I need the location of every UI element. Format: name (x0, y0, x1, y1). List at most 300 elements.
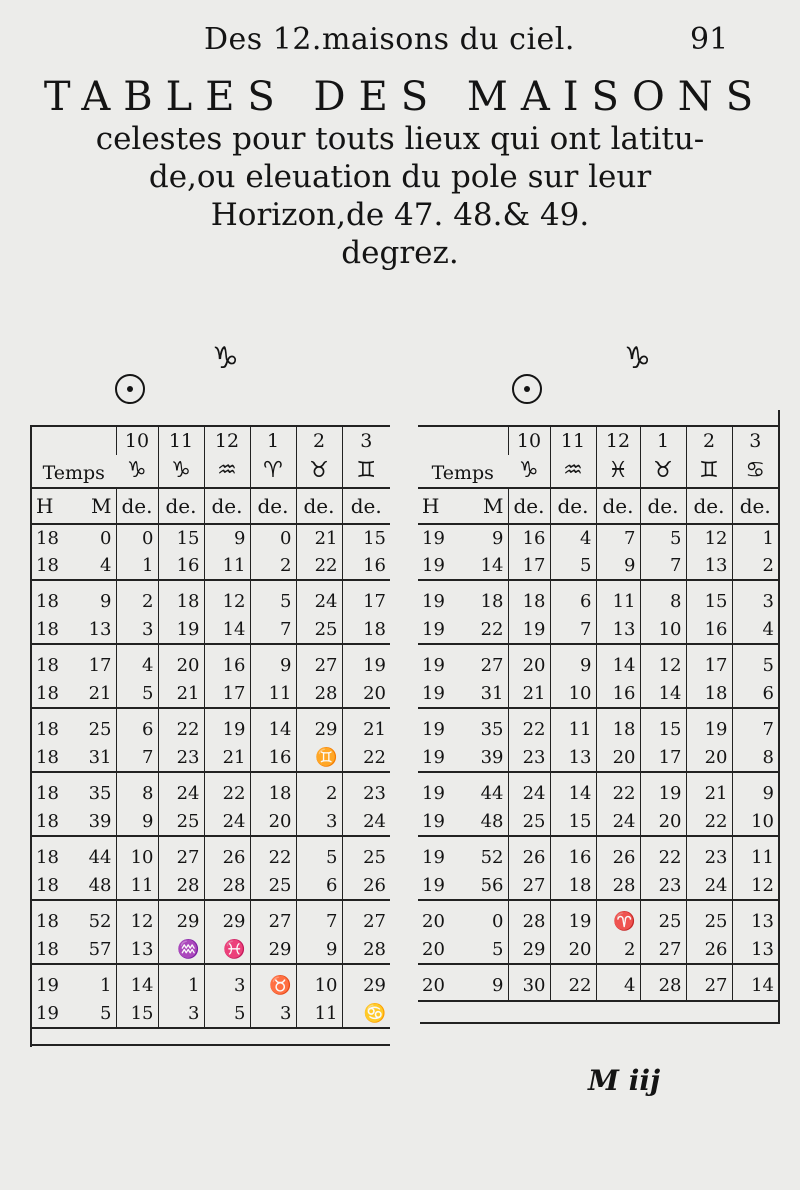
table-cell: 27 (640, 936, 686, 964)
table-cell: 44 (456, 772, 508, 808)
table-cell: 20 (640, 808, 686, 836)
table-cell: 39 (88, 811, 112, 832)
right-table-outer-rule (778, 410, 780, 1022)
table-cell: 13 (686, 552, 732, 580)
table-cell: 10 (640, 616, 686, 644)
table-cell: 48 (88, 875, 112, 896)
table-cell: 29 (204, 900, 250, 936)
table-cell: 12 (732, 872, 778, 900)
table-cell: 28 (596, 872, 640, 900)
table-cell: 22 (596, 772, 640, 808)
house-number: 10 (508, 426, 550, 455)
unit-label: M (456, 488, 508, 524)
table-cell: 3 (204, 964, 250, 1000)
sun-icon (115, 374, 145, 404)
unit-label: H (418, 488, 456, 524)
table-cell: 27 (158, 836, 204, 872)
table-cell: 17 (640, 744, 686, 772)
unit-label: de. (250, 488, 296, 524)
table-cell: 4 (732, 616, 778, 644)
table-cell: 14 (550, 772, 596, 808)
table-cell: 21 (158, 680, 204, 708)
table-cell: 19 (640, 772, 686, 808)
table-cell: 27 (296, 644, 342, 680)
table-cell: 23 (686, 836, 732, 872)
table-cell: 18 (36, 528, 59, 549)
table-cell: 16 (204, 644, 250, 680)
zodiac-sign-icon: ♉ (640, 455, 686, 488)
table-row (32, 836, 390, 872)
subtitle-line-3: Horizon,de 47. 48.& 49. (210, 197, 590, 233)
table-cell: 9 (596, 552, 640, 580)
table-cell: 5 (492, 939, 504, 960)
table-cell: 22 (158, 708, 204, 744)
table-cell: 24 (204, 808, 250, 836)
table-row (32, 964, 390, 1000)
table-row (418, 708, 778, 744)
table-cell: 5 (296, 836, 342, 872)
zodiac-sign-icon: ♈ (250, 455, 296, 488)
table-cell: 18 (32, 836, 70, 872)
unit-label: de. (732, 488, 778, 524)
table-cell: 25 (508, 808, 550, 836)
table-cell: 9 (116, 808, 158, 836)
table-cell: 19 (418, 644, 456, 680)
table-cell: 21 (88, 683, 112, 704)
table-cell: 20 (418, 900, 456, 936)
table-cell: 26 (596, 836, 640, 872)
table-cell: 17 (204, 680, 250, 708)
table-header-houses (32, 426, 390, 455)
table-cell: 52 (456, 836, 508, 872)
table-cell: 3 (732, 580, 778, 616)
capricorn-icon: ♑ (624, 341, 651, 376)
table-cell: 26 (686, 936, 732, 964)
table-cell: 19 (508, 616, 550, 644)
table-cell: 18 (32, 900, 70, 936)
table-cell: 25 (342, 836, 390, 872)
table-cell: ♈ (596, 900, 640, 936)
house-number: 10 (116, 426, 158, 455)
table-cell: 5 (550, 552, 596, 580)
table-cell: 12 (116, 900, 158, 936)
table-cell: 18 (550, 872, 596, 900)
right-table-body (418, 426, 778, 1001)
table-cell: 31 (480, 683, 504, 704)
capricorn-icon: ♑ (212, 341, 239, 376)
table-row (32, 900, 390, 936)
left-table-body (32, 426, 390, 1028)
unit-label: de. (686, 488, 732, 524)
table-cell: 11 (116, 872, 158, 900)
table-cell: 18 (32, 644, 70, 680)
table-cell: 19 (418, 836, 456, 872)
table-cell: 21 (296, 524, 342, 552)
table-row (32, 872, 390, 900)
table-cell: 14 (480, 555, 504, 576)
table-cell: 22 (204, 772, 250, 808)
table-cell: 27 (686, 964, 732, 1001)
zodiac-sign-icon: ♒ (550, 455, 596, 488)
table-cell: 18 (36, 811, 59, 832)
table-cell: 18 (36, 683, 59, 704)
table-cell: 7 (550, 616, 596, 644)
table-cell: 21 (342, 708, 390, 744)
table-cell: 29 (250, 936, 296, 964)
table-cell: 39 (480, 747, 504, 768)
house-number: 12 (596, 426, 640, 455)
table-cell: 13 (596, 616, 640, 644)
table-row (418, 680, 778, 708)
table-cell: 18 (342, 616, 390, 644)
table-row (418, 744, 778, 772)
table-cell: 19 (550, 900, 596, 936)
table-row (32, 616, 390, 644)
title-block (30, 74, 770, 272)
table-cell: 7 (596, 524, 640, 552)
table-cell: 17 (70, 644, 116, 680)
table-cell: 2 (732, 552, 778, 580)
table-cell: 18 (36, 939, 59, 960)
table-cell: 19 (32, 1000, 70, 1028)
table-cell: 21 (204, 744, 250, 772)
table-cell: 12 (204, 580, 250, 616)
table-cell: 16 (158, 552, 204, 580)
table-cell: 14 (250, 708, 296, 744)
table-cell: 3 (250, 1000, 296, 1028)
table-cell: ♉ (250, 964, 296, 1000)
table-cell: 20 (686, 744, 732, 772)
house-number: 2 (686, 426, 732, 455)
table-cell: 10 (732, 808, 778, 836)
unit-label: de. (204, 488, 250, 524)
table-cell: 9 (732, 772, 778, 808)
table-cell: 15 (686, 580, 732, 616)
sun-icon (512, 374, 542, 404)
table-cell: 25 (158, 808, 204, 836)
house-number: 2 (296, 426, 342, 455)
table-cell: 20 (422, 939, 445, 960)
house-number: 11 (550, 426, 596, 455)
table-cell: 15 (158, 524, 204, 552)
table-cell: 28 (640, 964, 686, 1001)
table-cell: 3 (296, 808, 342, 836)
table-cell: 16 (250, 744, 296, 772)
table-cell: 22 (508, 708, 550, 744)
table-row (418, 872, 778, 900)
unit-label: de. (596, 488, 640, 524)
table-cell: ♊ (296, 744, 342, 772)
table-cell: 7 (640, 552, 686, 580)
table-header-houses (418, 426, 778, 455)
table-cell: 18 (36, 875, 59, 896)
table-row (32, 744, 390, 772)
table-cell: 18 (32, 580, 70, 616)
table-cell: 5 (204, 1000, 250, 1028)
table-row (418, 644, 778, 680)
table-cell: 24 (158, 772, 204, 808)
table-cell: 28 (508, 900, 550, 936)
unit-label: de. (640, 488, 686, 524)
zodiac-sign-icon: ♒ (204, 455, 250, 488)
table-cell: 24 (596, 808, 640, 836)
table-cell: 18 (686, 680, 732, 708)
table-cell: 14 (204, 616, 250, 644)
table-cell: 14 (640, 680, 686, 708)
signature-mark: M iij (588, 1064, 661, 1097)
table-cell: 19 (422, 875, 445, 896)
table-cell: 1 (70, 964, 116, 1000)
table-cell: 0 (100, 528, 112, 549)
table-row (418, 808, 778, 836)
table-cell: 23 (342, 772, 390, 808)
table-cell: 26 (508, 836, 550, 872)
table-header-units (32, 488, 390, 524)
table-cell: 16 (686, 616, 732, 644)
table-cell: 19 (418, 772, 456, 808)
table-cell: 29 (342, 964, 390, 1000)
table-cell: 24 (686, 872, 732, 900)
table-cell: 17 (686, 644, 732, 680)
table-cell: 4 (116, 644, 158, 680)
table-cell: 15 (640, 708, 686, 744)
unit-label: de. (296, 488, 342, 524)
zodiac-sign-icon: ♉ (296, 455, 342, 488)
table-row (32, 708, 390, 744)
table-cell: 9 (456, 964, 508, 1001)
table-row (32, 680, 390, 708)
table-cell: 28 (158, 872, 204, 900)
table-cell: 12 (686, 524, 732, 552)
table-cell: 18 (596, 708, 640, 744)
table-cell: 20 (508, 644, 550, 680)
table-cell: 22 (480, 619, 504, 640)
left-houses-table (32, 425, 390, 1029)
subtitle-line-2: de,ou eleuation du pole sur leur (148, 159, 652, 195)
table-cell: 48 (480, 811, 504, 832)
table-row (32, 580, 390, 616)
table-cell: 27 (250, 900, 296, 936)
table-cell: 11 (296, 1000, 342, 1028)
table-cell: 12 (640, 644, 686, 680)
table-cell: ♒ (158, 936, 204, 964)
table-cell: 7 (732, 708, 778, 744)
table-row (418, 900, 778, 936)
zodiac-sign-icon: ♊ (342, 455, 390, 488)
table-cell: 27 (456, 644, 508, 680)
table-cell: 13 (732, 900, 778, 936)
table-cell: 18 (32, 708, 70, 744)
table-cell: 19 (422, 528, 445, 549)
unit-label: de. (550, 488, 596, 524)
table-cell: 11 (732, 836, 778, 872)
subtitle-line-4: degrez. (341, 235, 459, 271)
table-cell: 5 (732, 644, 778, 680)
table-cell: ♓ (204, 936, 250, 964)
table-cell: 18 (36, 555, 59, 576)
table-cell: 4 (550, 524, 596, 552)
table-cell: 7 (116, 744, 158, 772)
table-cell: 16 (508, 524, 550, 552)
table-cell: 11 (550, 708, 596, 744)
zodiac-sign-icon: ♋ (732, 455, 778, 488)
table-row (32, 936, 390, 964)
table-cell: 5 (70, 1000, 116, 1028)
temps-header: Temps (32, 426, 116, 488)
table-cell: 22 (640, 836, 686, 872)
table-cell: 28 (342, 936, 390, 964)
table-cell: 18 (456, 580, 508, 616)
table-row (418, 524, 778, 552)
table-cell: 6 (550, 580, 596, 616)
table-cell: 25 (296, 616, 342, 644)
house-number: 11 (158, 426, 204, 455)
table-cell: 30 (508, 964, 550, 1001)
table-cell: 2 (116, 580, 158, 616)
table-cell: 29 (158, 900, 204, 936)
table-cell: 18 (158, 580, 204, 616)
table-cell: 19 (204, 708, 250, 744)
table-cell: 9 (70, 580, 116, 616)
house-number: 12 (204, 426, 250, 455)
table-cell: 17 (508, 552, 550, 580)
table-cell: 0 (250, 524, 296, 552)
table-cell: 19 (32, 964, 70, 1000)
table-cell: 27 (508, 872, 550, 900)
table-cell: 56 (480, 875, 504, 896)
table-cell: 18 (36, 619, 59, 640)
table-row (32, 1000, 390, 1028)
unit-label: de. (158, 488, 204, 524)
table-cell: 19 (422, 683, 445, 704)
table-cell: 14 (596, 644, 640, 680)
table-cell: 35 (456, 708, 508, 744)
table-cell: 15 (342, 524, 390, 552)
table-cell: 19 (418, 580, 456, 616)
house-number: 3 (732, 426, 778, 455)
table-cell: 4 (596, 964, 640, 1001)
table-cell: 17 (342, 580, 390, 616)
table-cell: 7 (250, 616, 296, 644)
table-cell: 20 (596, 744, 640, 772)
unit-label: M (70, 488, 116, 524)
table-cell: 11 (250, 680, 296, 708)
table-row (32, 644, 390, 680)
table-cell: 22 (686, 808, 732, 836)
table-cell: 18 (508, 580, 550, 616)
table-cell: 9 (296, 936, 342, 964)
unit-label: de. (508, 488, 550, 524)
table-cell: 28 (296, 680, 342, 708)
table-row (418, 836, 778, 872)
table-cell: 13 (88, 619, 112, 640)
table-cell: 5 (250, 580, 296, 616)
table-cell: 2 (250, 552, 296, 580)
temps-header: Temps (418, 426, 508, 488)
table-cell: 19 (418, 708, 456, 744)
table-cell: 25 (640, 900, 686, 936)
table-cell: 2 (596, 936, 640, 964)
table-cell: 0 (456, 900, 508, 936)
table-cell: 21 (508, 680, 550, 708)
table-cell: 4 (100, 555, 112, 576)
table-cell: 23 (508, 744, 550, 772)
table-cell: 44 (70, 836, 116, 872)
table-cell: 52 (70, 900, 116, 936)
zodiac-sign-icon: ♊ (686, 455, 732, 488)
table-cell: 24 (296, 580, 342, 616)
right-houses-table (418, 425, 778, 1002)
table-cell: 16 (596, 680, 640, 708)
table-cell: 29 (296, 708, 342, 744)
zodiac-sign-icon: ♑ (126, 458, 147, 483)
table-row (418, 772, 778, 808)
table-cell: 8 (732, 744, 778, 772)
table-cell: 20 (418, 964, 456, 1001)
table-cell: 28 (204, 872, 250, 900)
table-cell: 20 (550, 936, 596, 964)
table-cell: 29 (508, 936, 550, 964)
table-cell: 1 (158, 964, 204, 1000)
table-cell: 19 (422, 811, 445, 832)
right-table-bottom-rule (420, 1022, 780, 1024)
table-cell: 6 (732, 680, 778, 708)
table-cell: 24 (342, 808, 390, 836)
subtitle-line-1: celestes pour touts lieux qui ont latitu- (95, 121, 705, 157)
table-cell: 10 (550, 680, 596, 708)
unit-label: de. (116, 488, 158, 524)
table-cell: 14 (116, 964, 158, 1000)
table-cell: 10 (116, 836, 158, 872)
table-cell: 15 (116, 1000, 158, 1028)
unit-label: de. (342, 488, 390, 524)
table-cell: 8 (640, 580, 686, 616)
table-cell: 20 (342, 680, 390, 708)
table-cell: 2 (296, 772, 342, 808)
zodiac-sign-icon: ♑ (158, 455, 204, 488)
table-cell: 11 (596, 580, 640, 616)
table-cell: 20 (250, 808, 296, 836)
page-number: 91 (690, 22, 729, 57)
table-cell: 26 (204, 836, 250, 872)
table-cell: 16 (550, 836, 596, 872)
table-cell: 0 (116, 524, 158, 552)
table-cell: 22 (296, 552, 342, 580)
table-row (32, 524, 390, 552)
table-cell: 13 (732, 936, 778, 964)
table-cell: 19 (342, 644, 390, 680)
table-cell: 9 (204, 524, 250, 552)
table-cell: 22 (250, 836, 296, 872)
zodiac-sign-icon: ♓ (596, 455, 640, 488)
table-cell: 19 (158, 616, 204, 644)
running-head (0, 20, 800, 64)
table-cell: 25 (250, 872, 296, 900)
table-cell: 14 (732, 964, 778, 1001)
table-cell: 18 (250, 772, 296, 808)
zodiac-sign-icon: ♑ (518, 458, 539, 483)
house-number: 3 (342, 426, 390, 455)
table-cell: 18 (32, 772, 70, 808)
unit-label: H (32, 488, 70, 524)
table-cell: 8 (116, 772, 158, 808)
table-cell: 31 (88, 747, 112, 768)
table-row (418, 552, 778, 580)
table-cell: 15 (550, 808, 596, 836)
table-cell: 23 (158, 744, 204, 772)
table-row (418, 964, 778, 1001)
table-cell: 3 (158, 1000, 204, 1028)
